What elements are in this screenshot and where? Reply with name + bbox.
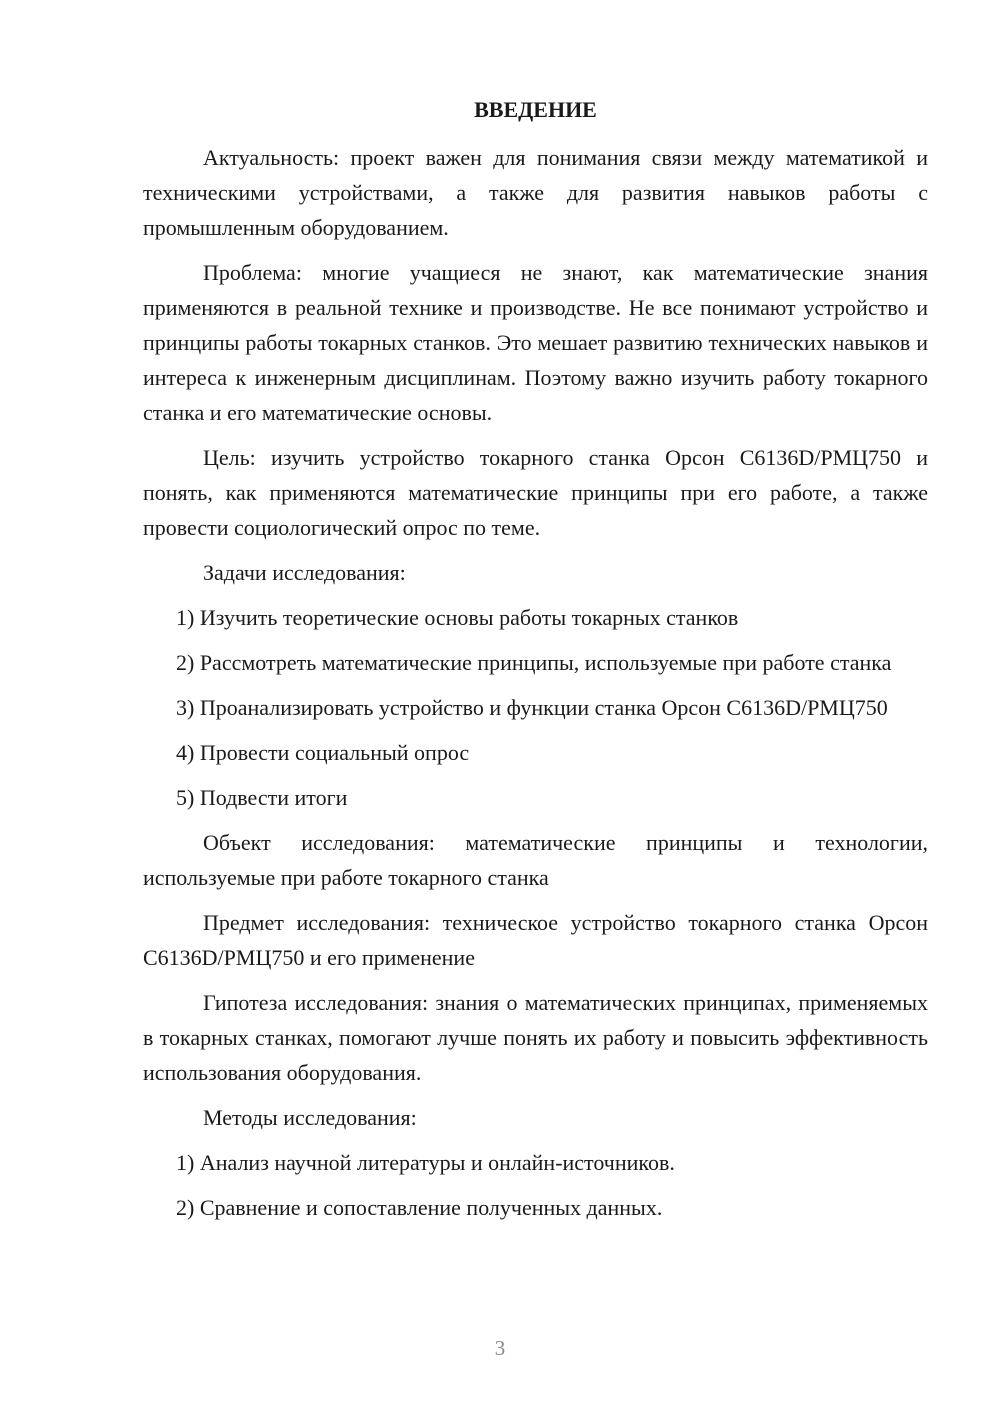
task-item-2: 2) Рассмотреть математические принципы, используемые при работе станка bbox=[176, 650, 892, 675]
object-paragraph: Объект исследования: математические принципы и технологии, используемые при работе токарного станка bbox=[143, 830, 928, 890]
relevance-paragraph: Актуальность: проект важен для понимания связи между математикой и техническими устройствами, а также для развития навыков работы с промышленным оборудованием. bbox=[143, 145, 928, 240]
task-item-1: 1) Изучить теоретические основы работы токарных станков bbox=[176, 605, 739, 630]
task-item-4: 4) Провести социальный опрос bbox=[176, 740, 470, 765]
task-item-3: 3) Проанализировать устройство и функции станка Орсон С6136D/РМЦ750 bbox=[176, 695, 888, 720]
document-page bbox=[143, 94, 928, 1235]
tasks-heading: Задачи исследования: bbox=[203, 560, 406, 585]
section-title: ВВЕДЕНИЕ bbox=[474, 97, 597, 122]
method-item-1: 1) Анализ научной литературы и онлайн-источников. bbox=[176, 1150, 675, 1175]
problem-paragraph: Проблема: многие учащиеся не знают, как математические знания применяются в реальной технике и производстве. Не все понимают устройство и принципы работы токарных станков. Это мешает развитию технических навыков и интереса к инженерным дисциплинам. Поэтому важно изучить работу токарного станка и его математические основы. bbox=[143, 260, 928, 425]
page-number: 3 bbox=[494, 1336, 506, 1360]
methods-heading: Методы исследования: bbox=[203, 1105, 417, 1130]
task-item-5: 5) Подвести итоги bbox=[176, 785, 348, 810]
hypothesis-paragraph: Гипотеза исследования: знания о математических принципах, применяемых в токарных станках, помогают лучше понять их работу и повысить эффективность использования оборудования. bbox=[143, 990, 928, 1085]
subject-paragraph: Предмет исследования: техническое устройство токарного станка Орсон С6136D/РМЦ750 и его применение bbox=[143, 910, 928, 970]
method-item-2: 2) Сравнение и сопоставление полученных данных. bbox=[176, 1195, 663, 1220]
goal-paragraph: Цель: изучить устройство токарного станка Орсон С6136D/РМЦ750 и понять, как применяются математические принципы при его работе, а также провести социологический опрос по теме. bbox=[143, 445, 928, 540]
